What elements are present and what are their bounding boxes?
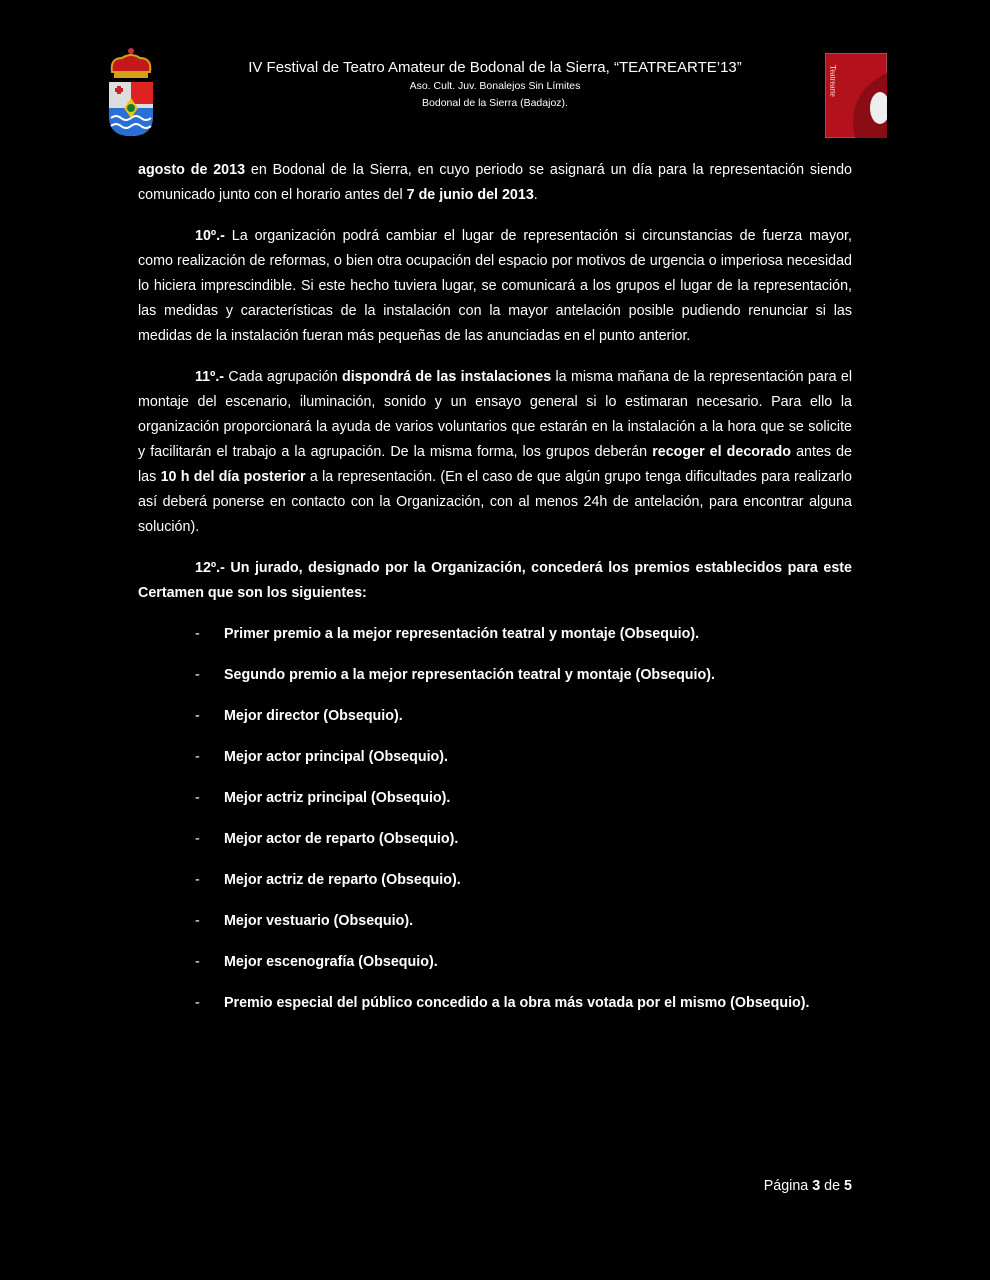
of-label: de: [824, 1178, 841, 1194]
location: Bodonal de la Sierra (Badajoz).: [422, 97, 568, 109]
prize-item: [138, 704, 852, 729]
bold-text: 7 de junio del 2013: [406, 187, 534, 203]
prize-item: [138, 745, 852, 770]
prize-label: Mejor actriz principal (Obsequio).: [224, 790, 451, 806]
bold-text: 10 h del día posterior: [160, 469, 306, 485]
list-dash: -: [195, 995, 200, 1011]
prize-item: [138, 622, 852, 647]
paragraph-11: [138, 365, 852, 540]
total-pages: 5: [844, 1178, 852, 1194]
prize-label: Mejor actriz de reparto (Obsequio).: [224, 872, 461, 888]
text: en Bodonal de la Sierra, en cuyo periodo se asignará un día para la representación siendo comunicado junto con el horario antes del: [138, 162, 853, 203]
clause-number: 11º.-: [195, 369, 225, 385]
bold-text: 12º.- Un jurado, designado por la Organización, concederá los premios establecidos para este Certamen que son los siguientes:: [138, 560, 852, 601]
list-dash: -: [195, 626, 200, 642]
prize-item: [138, 663, 852, 688]
prize-label: Premio especial del público concedido a la obra más votada por el mismo (Obsequio).: [224, 995, 810, 1011]
prize-item: [138, 786, 852, 811]
list-dash: -: [195, 708, 200, 724]
list-dash: -: [195, 913, 200, 929]
prize-label: Mejor director (Obsequio).: [224, 708, 403, 724]
prize-label: Segundo premio a la mejor representación teatral y montaje (Obsequio).: [224, 667, 715, 683]
bold-text: agosto de 2013: [138, 162, 246, 178]
text: la misma mañana de la representación para el montaje del escenario, iluminación, sonido y un ensayo general si lo estimaran necesario. Para ello la organización proporcionará la ayuda de varios voluntarios que estarán en la instalación a la hora que se solicite y facilitarán el trabajo a la agrupación. De la misma forma, los grupos deberán: [138, 369, 852, 460]
svg-text:Teatrearte: Teatrearte: [828, 65, 838, 97]
prize-label: Mejor escenografía (Obsequio).: [224, 954, 438, 970]
list-dash: -: [195, 667, 200, 683]
prize-label: Primer premio a la mejor representación teatral y montaje (Obsequio).: [224, 626, 700, 642]
list-dash: -: [195, 831, 200, 847]
paragraph-10: [138, 224, 852, 349]
clause-number: 10º.-: [195, 228, 225, 244]
page-label: Página: [763, 1178, 809, 1194]
text: .: [533, 187, 538, 203]
prize-item: [138, 950, 852, 975]
list-dash: -: [195, 954, 200, 970]
text: La organización podrá cambiar el lugar de representación si circunstancias de fuerza mayor, como realización de reformas, o bien otra ocupación del espacio por motivos de urgencia o imperiosa necesidad lo hiciera imprescindible. Si este hecho tuviera lugar, se comunicará a los grupos el lugar de la representación, las medidas y características de la instalación con la mayor antelación posible pudiendo renunciar si las medidas de la instalación fueran más pequeñas de las anunciadas en el punto anterior.: [138, 228, 852, 344]
list-dash: -: [195, 749, 200, 765]
bold-text: dispondrá de las instalaciones: [341, 369, 552, 385]
bold-text: recoger el decorado: [652, 444, 792, 460]
organization-name: Aso. Cult. Juv. Bonalejos Sin Límites: [409, 80, 581, 92]
festival-title: IV Festival de Teatro Amateur de Bodonal de la Sierra, “TEATREARTE’13”: [248, 59, 742, 76]
text: antes de las: [138, 444, 852, 485]
document-header: [0, 58, 990, 112]
prize-item: [138, 827, 852, 852]
text: a la representación. (En el caso de que algún grupo tenga dificultades para realizarlo así deberá ponerse en contacto con la Organización, con al menos 24h de antelación, para encontrar alguna solución).: [138, 469, 852, 535]
prize-item: [138, 868, 852, 893]
prize-label: Mejor actor principal (Obsequio).: [224, 749, 449, 765]
paragraph-dates: [138, 158, 852, 208]
prize-item: [138, 909, 852, 934]
document-body: [138, 158, 852, 1032]
prize-item: [138, 991, 852, 1016]
current-page: 3: [812, 1178, 821, 1194]
prize-label: Mejor vestuario (Obsequio).: [224, 913, 414, 929]
prize-label: Mejor actor de reparto (Obsequio).: [224, 831, 459, 847]
paragraph-12: [138, 556, 852, 606]
text: Cada agrupación: [224, 369, 342, 385]
list-dash: -: [195, 872, 200, 888]
page-number: [700, 1178, 852, 1194]
list-dash: -: [195, 790, 200, 806]
prize-list: [138, 622, 852, 1016]
